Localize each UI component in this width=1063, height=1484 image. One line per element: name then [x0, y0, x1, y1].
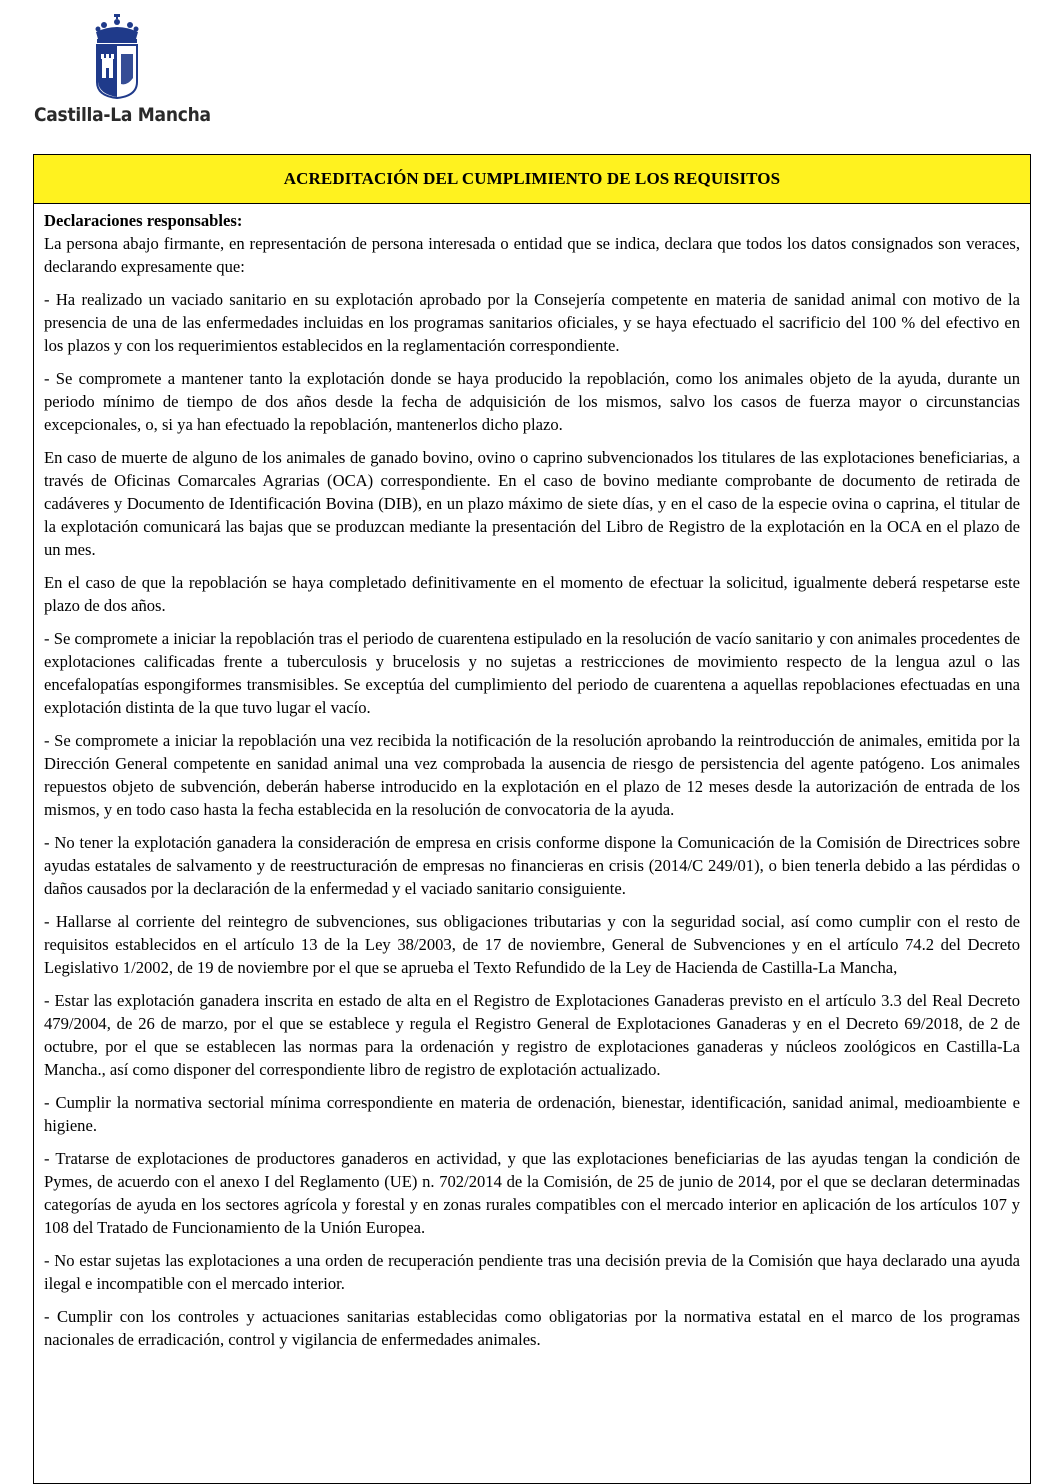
- declaration-paragraph: En el caso de que la repoblación se haya completado definitivamente en el momento de efectuar la solicitud, igualmente deberá respetarse este plazo de dos años.: [44, 573, 1020, 615]
- declaration-paragraph: - Se compromete a iniciar la repoblación una vez recibida la notificación de la resolución aprobando la reintroducción de animales, emitida por la Dirección General competente en sanidad animal una vez comprobada la ausencia de riesgo de persistencia del agente patógeno. Los animales repuestos objeto de subvención, deberán haberse introducido en la explotación en el plazo de 12 meses desde la autorización de entrada de los mismos, y en todo caso hasta la fecha establecida en la resolución de convocatoria de la ayuda.: [44, 731, 1020, 819]
- logo-text: Castilla-La Mancha: [34, 104, 211, 126]
- declaration-paragraph: - Se compromete a iniciar la repoblación tras el periodo de cuarentena estipulado en la resolución de vacío sanitario y con animales procedentes de explotaciones calificadas frente a tuberculosis y brucelosis y no sujetas a restricciones de movimiento respecto de la lengua azul o las encefalopatías espongiformes transmisibles. Se exceptúa del cumplimiento del periodo de cuarentena a aquellas repoblaciones efectuadas en una explotación distinta de la que tuvo lugar el vacío.: [44, 629, 1020, 717]
- declaration-paragraph: - Cumplir la normativa sectorial mínima correspondiente en materia de ordenación, bienestar, identificación, sanidad animal, medioambiente e higiene.: [44, 1093, 1020, 1135]
- declaration-paragraph: - Estar las explotación ganadera inscrita en estado de alta en el Registro de Explotaciones Ganaderas previsto en el artículo 3.3 del Real Decreto 479/2004, de 26 de marzo, por el que se establece y regula el Registro General de Explotaciones Ganaderas y en el Decreto 69/2018, de 2 de octubre, por el que se establecen las normas para la ordenación y registro de explotaciones ganaderas y núcleos zoológicos en Castilla-La Mancha., así como disponer del correspondiente libro de registro de explotación actualizado.: [44, 991, 1020, 1079]
- section-content: [34, 204, 1030, 1351]
- castle-crown-icon: [94, 14, 140, 100]
- declaration-paragraph: - Cumplir con los controles y actuaciones sanitarias establecidas como obligatorias por la normativa estatal en el marco de los programas nacionales de erradicación, control y vigilancia de enfermedades animales.: [44, 1307, 1020, 1349]
- declaration-paragraph: - No tener la explotación ganadera la consideración de empresa en crisis conforme dispone la Comunicación de la Comisión de Directrices sobre ayudas estatales de salvamento y de reestructuración de empresas no financieras en crisis (2014/C 249/01), o bien tenerla debido a las pérdidas o daños causados por la declaración de la enfermedad y el vaciado sanitario consiguiente.: [44, 833, 1020, 898]
- declaration-paragraph: - No estar sujetas las explotaciones a una orden de recuperación pendiente tras una decisión previa de la Comisión que haya declarado una ayuda ilegal e incompatible con el mercado interior.: [44, 1251, 1020, 1293]
- lead-title: Declaraciones responsables:: [44, 211, 243, 230]
- castilla-la-mancha-logo: [32, 14, 212, 130]
- lead-text: La persona abajo firmante, en representación de persona interesada o entidad que se indica, declara que todos los datos consignados son veraces, declarando expresamente que:: [44, 234, 1020, 276]
- declaration-paragraph: En caso de muerte de alguno de los animales de ganado bovino, ovino o caprino subvencionados los titulares de las explotaciones beneficiarias, a través de Oficinas Comarcales Agrarias (OCA) correspondiente. En el caso de bovino mediante comprobante de documento de retirada de cadáveres y Documento de Identificación Bovina (DIB), en un plazo máximo de siete días, y en el caso de la especie ovina o caprina, el titular de la explotación comunicará las bajas que se produzcan mediante la presentación del Libro de Registro de la explotación en la OCA en el plazo de un mes.: [44, 448, 1020, 559]
- section-title: ACREDITACIÓN DEL CUMPLIMIENTO DE LOS REQUISITOS: [34, 155, 1030, 204]
- declaration-paragraph: - Tratarse de explotaciones de productores ganaderos en actividad, y que las explotaciones beneficiarias de las ayudas tengan la condición de Pymes, de acuerdo con el anexo I del Reglamento (UE) n. 702/2014 de la Comisión, de 25 de junio de 2014, por el que se declaran determinadas categorías de ayuda en los sectores agrícola y forestal y en zonas rurales compatibles con el mercado interior en aplicación de los artículos 107 y 108 del Tratado de Funcionamiento de la Unión Europea.: [44, 1149, 1020, 1237]
- lead-paragraph: [44, 209, 1020, 278]
- declaration-paragraph: - Se compromete a mantener tanto la explotación donde se haya producido la repoblación, como los animales objeto de la ayuda, durante un periodo mínimo de tiempo de dos años desde la fecha de adquisición de los mismos, salvo los casos de fuerza mayor o circunstancias excepcionales, o, si ya han efectuado la repoblación, mantenerlos dicho plazo.: [44, 369, 1020, 434]
- requirements-section: [33, 154, 1031, 1484]
- declaration-paragraph: - Ha realizado un vaciado sanitario en su explotación aprobado por la Consejería competente en materia de sanidad animal con motivo de la presencia de una de las enfermedades incluidas en los programas sanitarios oficiales, y se haya efectuado el sacrificio del 100 % del efectivo en los plazos y con los requerimientos establecidos en la reglamentación correspondiente.: [44, 290, 1020, 355]
- declaration-paragraph: - Hallarse al corriente del reintegro de subvenciones, sus obligaciones tributarias y con la seguridad social, así como cumplir con el resto de requisitos establecidos en el artículo 13 de la Ley 38/2003, de 17 de noviembre, General de Subvenciones y en el artículo 74.2 del Decreto Legislativo 1/2002, de 19 de noviembre por el que se aprueba el Texto Refundido de la Ley de Hacienda de Castilla-La Mancha,: [44, 912, 1020, 977]
